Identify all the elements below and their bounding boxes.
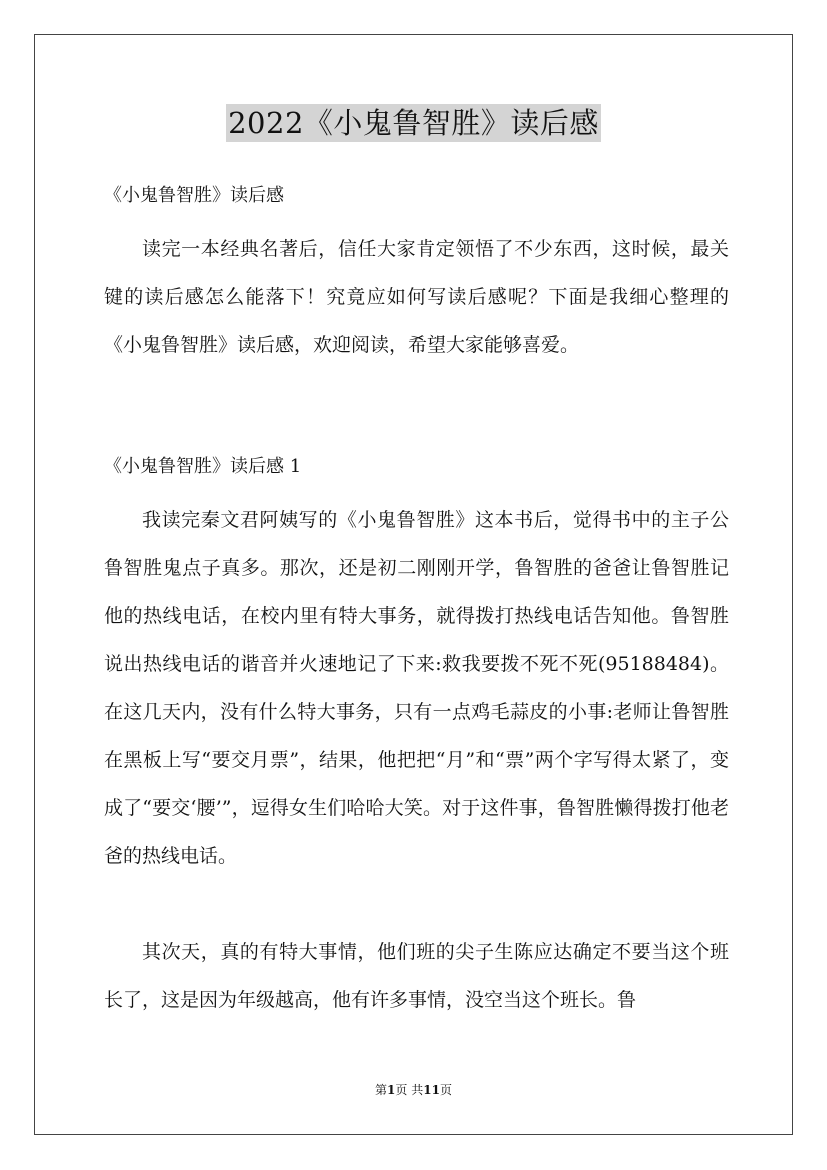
footer-page-mid: 页 共: [395, 1083, 424, 1097]
document-title: 2022《小鬼鲁智胜》读后感: [228, 106, 599, 140]
footer-page-prefix: 第: [375, 1083, 388, 1097]
page-footer: [0, 1082, 827, 1098]
footer-page-suffix: 页: [439, 1083, 452, 1097]
intro-paragraph: 读完一本经典名著后，信任大家肯定领悟了不少东西，这时候，最关键的读后感怎么能落下！究竟应如何写读后感呢？下面是我细心整理的《小鬼鲁智胜》读后感，欢迎阅读，希望大家能够喜爱。: [104, 238, 729, 356]
body-paragraph-1: 我读完秦文君阿姨写的《小鬼鲁智胜》这本书后，觉得书中的主子公鲁智胜鬼点子真多。那次，还是初二刚刚开学，鲁智胜的爸爸让鲁智胜记他的热线电话，在校内里有特大事务，就得拨打热线电话告知他。鲁智胜说出热线电话的谐音并火速地记了下来:救我要拨不死不死(95188484)。在这几天内，没有什么特大事务，只有一点鸡毛蒜皮的小事:老师让鲁智胜在黑板上写“要交月票”，结果，他把把“月”和“票”两个字写得太紧了，变成了“要交‘腰’”，逗得女生们哈哈大笑。对于这件事，鲁智胜懒得拨打他老爸的热线电话。: [104, 509, 729, 867]
footer-page-total: 11: [423, 1083, 440, 1097]
intro-heading: 《小鬼鲁智胜》读后感: [104, 185, 284, 206]
body-paragraph-2: 其次天，真的有特大事情，他们班的尖子生陈应达确定不要当这个班长了，这是因为年级越高，他有许多事情，没空当这个班长。鲁: [104, 941, 729, 1011]
footer-page-current: 1: [387, 1083, 396, 1097]
title-container: [0, 104, 827, 142]
section-heading: 《小鬼鲁智胜》读后感 1: [104, 456, 302, 477]
